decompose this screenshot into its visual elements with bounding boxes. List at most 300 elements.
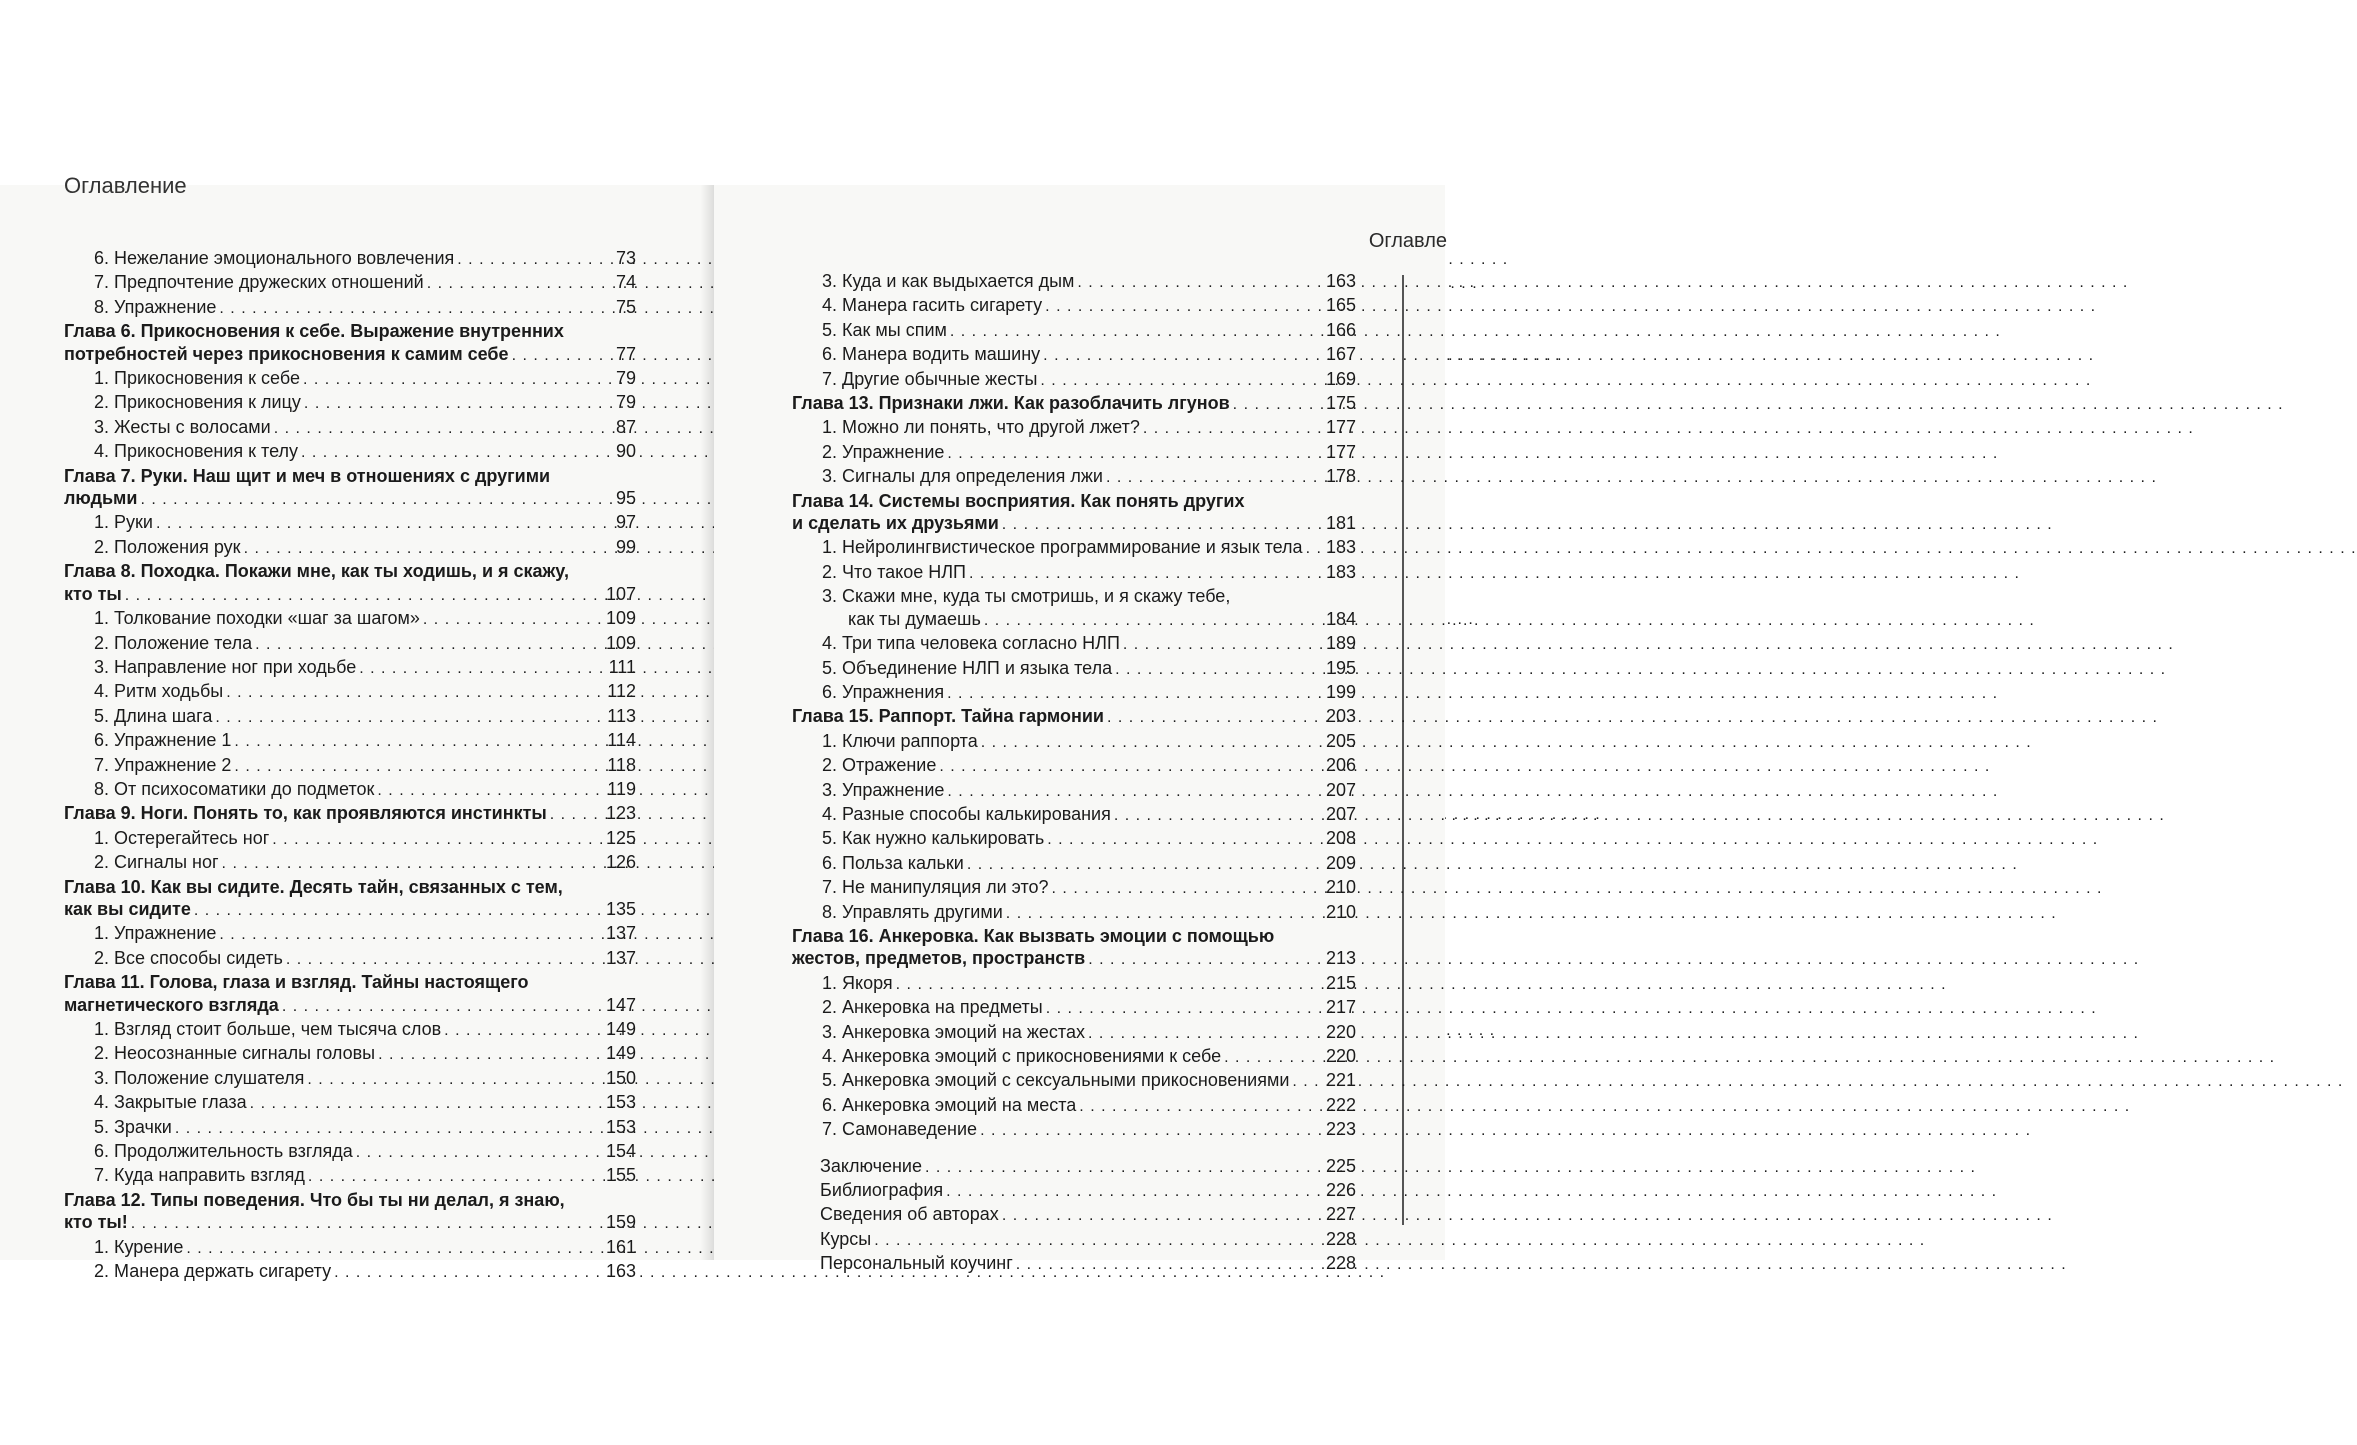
page-number: 205 [1325, 730, 1356, 751]
toc-item[interactable] [792, 1228, 1356, 1252]
page-number: 159 [605, 1212, 636, 1233]
page-number: 178 [1325, 466, 1356, 487]
page-number: 95 [615, 488, 636, 509]
chapter-title: Глава 6. Прикосновения к себе. Выражение внутренних [64, 321, 564, 342]
chapter-title: Глава 7. Руки. Наш щит и меч в отношениях с другими [64, 465, 551, 486]
dot-leader [359, 656, 603, 680]
toc-item-title: 1. Ключи раппорта [822, 730, 978, 751]
toc-item[interactable] [792, 368, 1356, 392]
page-number: 119 [607, 778, 636, 799]
page-number: 137 [605, 947, 636, 968]
page-number: 123 [605, 803, 636, 824]
toc-item-title: Персональный коучинг [820, 1253, 1013, 1274]
page-number: 155 [605, 1165, 636, 1186]
toc-item[interactable] [792, 779, 1356, 803]
page-number: 135 [605, 898, 636, 919]
page-number: 177 [1325, 417, 1356, 438]
toc-item-title: 6. Польза кальки [822, 852, 964, 873]
page-number: 113 [607, 705, 636, 726]
dot-leader [1047, 827, 1323, 851]
toc-item-title: 1. Курение [94, 1236, 184, 1257]
dot-leader [947, 681, 1323, 705]
dot-leader [874, 1228, 1323, 1252]
page-number: 77 [615, 343, 636, 364]
toc-item-title: 4. Ритм ходьбы [94, 681, 224, 702]
dot-leader [377, 778, 603, 802]
page-number: 222 [1325, 1094, 1356, 1115]
page-number: 220 [1325, 1046, 1356, 1066]
chapter-title: Глава 13. Признаки лжи. Как разоблачить лгунов [792, 393, 1230, 414]
toc-item[interactable] [64, 247, 636, 271]
toc-chapter[interactable] [64, 1189, 636, 1236]
toc-item[interactable] [792, 1118, 1356, 1142]
toc-chapter[interactable] [792, 392, 1356, 416]
toc-item[interactable] [64, 1260, 636, 1284]
chapter-title: людьми [64, 488, 138, 509]
toc-item[interactable] [792, 1252, 1356, 1276]
dot-leader [1114, 803, 1323, 827]
page-number: 183 [1325, 561, 1356, 582]
toc-item-title: 2. Все способы сидеть [94, 947, 283, 968]
toc-item-title: 1. Якоря [822, 972, 893, 993]
page-number: 75 [615, 296, 636, 317]
dot-leader [1079, 1094, 1323, 1118]
page-number: 125 [605, 827, 636, 848]
toc-item[interactable] [64, 656, 636, 680]
toc-item[interactable] [792, 1203, 1356, 1227]
toc-item[interactable] [792, 319, 1356, 343]
dot-leader [427, 271, 603, 295]
toc-item[interactable] [792, 972, 1356, 996]
toc-item-title: 6. Продолжительность взгляда [94, 1141, 353, 1162]
dot-leader [303, 367, 603, 391]
toc-item-title: 6. Упражнения [822, 681, 945, 702]
page-number: 169 [1325, 368, 1356, 389]
toc-item[interactable] [64, 1236, 636, 1260]
toc-chapter[interactable] [792, 925, 1356, 972]
page-number: 150 [605, 1067, 636, 1088]
toc-chapter[interactable] [64, 560, 636, 607]
dot-leader [222, 851, 603, 875]
dot-leader [244, 536, 603, 560]
book-spread [0, 173, 1447, 1282]
toc-item-title: 8. От психосоматики до подметок [94, 778, 375, 799]
page-number: 153 [605, 1116, 636, 1137]
toc-item-title: Сведения об авторах [820, 1204, 999, 1225]
dot-leader [946, 1179, 1323, 1203]
toc-chapter[interactable] [64, 465, 636, 512]
toc-item[interactable] [792, 561, 1356, 585]
toc-item[interactable] [64, 367, 636, 391]
dot-leader [1006, 901, 1323, 925]
toc-item-title: 4. Разные способы калькирования [822, 803, 1111, 824]
chapter-title: Глава 10. Как вы сидите. Десять тайн, связанных с тем, [64, 876, 563, 897]
toc-item[interactable] [792, 536, 1356, 560]
page-number: 154 [605, 1141, 636, 1162]
page-number: 208 [1325, 828, 1356, 849]
right-toc [792, 270, 1356, 1277]
dot-leader [226, 680, 603, 704]
chapter-title: Глава 16. Анкеровка. Как вызвать эмоции с помощью [792, 925, 1275, 946]
page-number: 163 [605, 1261, 636, 1282]
page-number: 137 [605, 923, 636, 944]
toc-item[interactable] [64, 754, 636, 778]
toc-item[interactable] [792, 1021, 1356, 1045]
toc-item-title: Заключение [820, 1155, 922, 1176]
dot-leader [1077, 270, 1323, 294]
dot-leader [1233, 392, 1323, 416]
toc-item[interactable] [64, 391, 636, 415]
toc-item-title: 6. Анкеровка эмоций на места [822, 1094, 1077, 1115]
toc-item-title: 2. Что такое НЛП [822, 561, 966, 582]
page-number: 79 [615, 368, 636, 389]
page-number: 183 [1325, 537, 1356, 558]
page-number: 74 [615, 272, 636, 293]
toc-item[interactable] [64, 1116, 636, 1140]
page-number: 166 [1325, 319, 1356, 340]
toc-item[interactable] [792, 343, 1356, 367]
toc-item[interactable] [792, 730, 1356, 754]
page-number: 79 [615, 392, 636, 413]
toc-item-title: 1. Прикосновения к себе [94, 368, 300, 389]
page-number: 163 [1325, 271, 1356, 291]
page-number: 112 [607, 681, 636, 702]
toc-item[interactable] [792, 901, 1356, 925]
toc-item[interactable] [64, 296, 636, 320]
toc-item-title: Библиография [820, 1180, 944, 1201]
chapter-title: Глава 9. Ноги. Понять то, как проявляются инстинкты [64, 803, 547, 824]
toc-item-title: 3. Направление ног при ходьбе [94, 656, 357, 677]
chapter-title: кто ты! [64, 1212, 128, 1233]
toc-item[interactable] [64, 440, 636, 464]
dot-leader [1292, 1069, 1323, 1093]
toc-item[interactable] [64, 632, 636, 656]
toc-chapter[interactable] [64, 876, 636, 923]
toc-chapter[interactable] [64, 971, 636, 1018]
toc-item[interactable] [64, 827, 636, 851]
dot-leader [219, 296, 603, 320]
dot-leader [334, 1260, 603, 1284]
page-number: 209 [1325, 852, 1356, 873]
toc-item[interactable] [64, 1042, 636, 1066]
toc-item-title: как ты думаешь [848, 608, 981, 629]
page-number: 90 [615, 441, 636, 462]
toc-chapter[interactable] [64, 320, 636, 367]
chapter-title: Глава 11. Голова, глаза и взгляд. Тайны настоящего [64, 972, 529, 993]
dot-leader [215, 705, 603, 729]
page-number: 99 [615, 536, 636, 557]
page-number: 167 [1325, 344, 1356, 365]
toc-item[interactable] [792, 1179, 1356, 1203]
dot-leader [378, 1042, 603, 1066]
page-number: 207 [1325, 803, 1356, 824]
toc-item[interactable] [64, 947, 636, 971]
dot-leader [356, 1140, 603, 1164]
page-number: 225 [1325, 1155, 1356, 1176]
toc-item[interactable] [64, 705, 636, 729]
dot-leader [444, 1018, 603, 1042]
dot-leader [981, 730, 1323, 754]
dot-leader [1002, 512, 1323, 536]
toc-item-title: 3. Положение слушателя [94, 1067, 305, 1088]
dot-leader [1002, 1203, 1323, 1227]
page-number: 73 [615, 248, 636, 268]
page-number: 206 [1325, 755, 1356, 776]
dot-leader [175, 1116, 603, 1140]
toc-item-title: 7. Упражнение 2 [94, 754, 232, 775]
dot-leader [131, 1211, 603, 1235]
toc-item-title: 2. Неосознанные сигналы головы [94, 1043, 376, 1064]
dot-leader [255, 632, 603, 656]
page-number: 220 [1325, 1021, 1356, 1042]
toc-item[interactable] [792, 657, 1356, 681]
dot-leader [925, 1155, 1323, 1179]
toc-item[interactable] [64, 922, 636, 946]
toc-item-title: 5. Зрачки [94, 1116, 172, 1137]
dot-leader [1016, 1252, 1323, 1276]
dot-leader [274, 416, 603, 440]
toc-item-title: 3. Скажи мне, куда ты смотришь, и я скажу тебе, [822, 586, 1231, 607]
toc-item[interactable] [64, 851, 636, 875]
page-number: 210 [1325, 901, 1356, 922]
dot-leader [272, 827, 603, 851]
dot-leader [194, 898, 603, 922]
page-number: 184 [1325, 608, 1356, 629]
dot-leader [1040, 368, 1323, 392]
dot-leader [967, 852, 1323, 876]
page-number: 87 [615, 416, 636, 437]
toc-spacer [792, 1143, 1356, 1155]
toc-item-title: 4. Прикосновения к телу [94, 441, 299, 462]
page-number: 97 [615, 512, 636, 533]
toc-item[interactable] [792, 1069, 1356, 1093]
page-number: 153 [605, 1092, 636, 1113]
page-number: 181 [1325, 513, 1356, 534]
dot-leader [1088, 1021, 1323, 1045]
page-number: 147 [605, 994, 636, 1015]
chapter-title: потребностей через прикосновения к самим себе [64, 343, 509, 364]
toc-item[interactable] [792, 803, 1356, 827]
toc-item-title: 1. Нейролингвистическое программирование и язык тела [822, 537, 1303, 558]
page-number: 189 [1325, 633, 1356, 654]
toc-item-title: 1. Остерегайтесь ног [94, 827, 270, 848]
toc-item[interactable] [792, 1045, 1356, 1069]
dot-leader [1046, 996, 1323, 1020]
toc-item-title: 2. Сигналы ног [94, 852, 219, 873]
dot-leader [1143, 416, 1323, 440]
page-number: 149 [605, 1019, 636, 1039]
toc-item[interactable] [64, 778, 636, 802]
toc-item-title: 1. Толкование походки «шаг за шагом» [94, 608, 420, 629]
dot-leader [984, 608, 1323, 632]
page-number: 109 [605, 632, 636, 653]
toc-item-title: 1. Взгляд стоит больше, чем тысяча слов [94, 1019, 442, 1039]
page-number: 228 [1325, 1228, 1356, 1249]
chapter-title: Глава 8. Походка. Покажи мне, как ты ходишь, и я скажу, [64, 561, 569, 582]
toc-item[interactable] [64, 536, 636, 560]
page-number: 226 [1325, 1180, 1356, 1201]
toc-item[interactable] [64, 680, 636, 704]
toc-item-title: 8. Упражнение [94, 296, 217, 317]
dot-leader [947, 779, 1323, 803]
dot-leader [950, 319, 1323, 343]
dot-leader [140, 487, 603, 511]
toc-item[interactable] [792, 827, 1356, 851]
toc-item-title: 1. Можно ли понять, что другой лжет? [822, 417, 1140, 438]
toc-item-title: 3. Жесты с волосами [94, 416, 271, 437]
toc-item-title: 3. Сигналы для определения лжи [822, 466, 1103, 487]
dot-leader [1107, 705, 1323, 729]
toc-item-title: 3. Упражнение [822, 779, 945, 800]
toc-chapter[interactable] [792, 705, 1356, 729]
toc-item[interactable] [64, 511, 636, 535]
toc-item-title: 6. Нежелание эмоционального вовлечения [94, 248, 455, 268]
toc-item-title: 2. Прикосновения к лицу [94, 392, 301, 413]
dot-leader [125, 583, 603, 607]
page-number: 165 [1325, 295, 1356, 316]
chapter-title: жестов, предметов, пространств [792, 948, 1086, 969]
toc-item[interactable] [64, 416, 636, 440]
dot-leader [1045, 294, 1323, 318]
dot-leader [969, 561, 1323, 585]
toc-item[interactable] [792, 416, 1356, 440]
toc-item-title: 2. Упражнение [822, 441, 945, 462]
toc-item-title: 7. Не манипуляция ли это? [822, 877, 1049, 898]
page-number: 199 [1325, 681, 1356, 702]
dot-leader [1043, 343, 1323, 367]
dot-leader [550, 802, 603, 826]
page-number: 114 [607, 730, 636, 751]
page-number: 107 [605, 583, 636, 604]
toc-item-title: 3. Анкеровка эмоций на жестах [822, 1021, 1085, 1042]
toc-item[interactable] [792, 852, 1356, 876]
dot-leader [282, 994, 603, 1018]
page-number: 215 [1325, 972, 1356, 993]
toc-item[interactable] [792, 754, 1356, 778]
dot-leader [1224, 1045, 1323, 1069]
toc-item-title: 5. Длина шага [94, 705, 213, 726]
dot-leader [234, 754, 603, 778]
dot-leader [512, 343, 603, 367]
toc-item-title: 8. Управлять другими [822, 901, 1003, 922]
dot-leader [186, 1236, 603, 1260]
toc-item-title: 7. Предпочтение дружеских отношений [94, 272, 424, 293]
dot-leader [1123, 632, 1323, 656]
dot-leader [980, 1118, 1323, 1142]
toc-item-title: 5. Как мы спим [822, 319, 947, 340]
dot-leader [1115, 657, 1323, 681]
page-number: 161 [605, 1236, 636, 1257]
page-number: 228 [1325, 1253, 1356, 1274]
page-number: 195 [1325, 657, 1356, 678]
dot-leader [457, 247, 603, 271]
toc-item[interactable] [64, 1140, 636, 1164]
page-number: 149 [605, 1043, 636, 1064]
toc-item-title: 7. Самонаведение [822, 1119, 978, 1140]
chapter-title: Глава 15. Раппорт. Тайна гармонии [792, 706, 1104, 727]
chapter-title: Глава 14. Системы восприятия. Как понять других [792, 490, 1245, 511]
toc-item-title: 4. Три типа человека согласно НЛП [822, 633, 1120, 654]
dot-leader [1306, 536, 1323, 560]
toc-item[interactable] [64, 729, 636, 753]
toc-item[interactable] [792, 1094, 1356, 1118]
left-page [0, 173, 712, 1282]
toc-item-title: 1. Руки [94, 512, 153, 533]
page-number: 111 [608, 656, 636, 677]
toc-item-title: 7. Другие обычные жесты [822, 368, 1038, 389]
right-running-head: Оглавле [1368, 230, 1447, 252]
dot-leader [301, 440, 603, 464]
dot-leader [947, 441, 1323, 465]
left-toc [64, 247, 636, 1284]
toc-item-title: 2. Положения рук [94, 536, 241, 557]
dot-leader [308, 1164, 603, 1188]
dot-leader [307, 1067, 603, 1091]
dot-leader [219, 922, 603, 946]
toc-item[interactable] [64, 1018, 636, 1042]
toc-item-title: 5. Объединение НЛП и языка тела [822, 657, 1113, 678]
toc-item-title: 1. Упражнение [94, 923, 217, 944]
toc-item-title: 6. Манера водить машину [822, 344, 1041, 365]
toc-item-title: 4. Анкеровка эмоций с прикосновениями к себе [822, 1046, 1222, 1066]
toc-item[interactable] [792, 294, 1356, 318]
toc-item-title: 4. Манера гасить сигарету [822, 295, 1043, 316]
toc-item[interactable] [64, 271, 636, 295]
dot-leader [234, 729, 603, 753]
toc-item-title: 5. Как нужно калькировать [822, 828, 1045, 849]
page-number: 203 [1325, 706, 1356, 727]
toc-item-title: 2. Анкеровка на предметы [822, 997, 1043, 1018]
toc-item[interactable] [64, 1164, 636, 1188]
toc-item[interactable] [792, 270, 1356, 294]
page-number: 223 [1325, 1119, 1356, 1140]
toc-item[interactable] [792, 1155, 1356, 1179]
left-running-head: Оглавление [64, 173, 187, 198]
toc-item[interactable] [792, 876, 1356, 900]
page-number: 227 [1325, 1204, 1356, 1225]
toc-item[interactable] [792, 441, 1356, 465]
toc-item[interactable] [64, 1067, 636, 1091]
toc-item[interactable] [792, 996, 1356, 1020]
page-number: 207 [1325, 779, 1356, 800]
dot-leader [1106, 465, 1323, 489]
toc-item[interactable] [64, 1091, 636, 1115]
toc-item[interactable] [792, 632, 1356, 656]
chapter-title: Глава 12. Типы поведения. Что бы ты ни делал, я знаю, [64, 1189, 565, 1210]
toc-item-title: 2. Манера держать сигарету [94, 1261, 332, 1282]
dot-leader [939, 754, 1323, 778]
toc-item-title: 6. Упражнение 1 [94, 730, 232, 751]
toc-item-title: Курсы [820, 1228, 872, 1249]
page-number: 118 [607, 754, 636, 775]
dot-leader [286, 947, 603, 971]
toc-item-title: 7. Куда направить взгляд [94, 1165, 305, 1186]
page-number: 221 [1325, 1070, 1356, 1091]
toc-item[interactable] [792, 585, 1356, 632]
page-number: 109 [605, 608, 636, 629]
toc-item[interactable] [792, 681, 1356, 705]
toc-item[interactable] [792, 465, 1356, 489]
chapter-title: кто ты [64, 583, 122, 604]
page-number: 210 [1325, 877, 1356, 898]
toc-item[interactable] [64, 607, 636, 631]
toc-chapter[interactable] [64, 802, 636, 826]
page-number: 213 [1325, 948, 1356, 969]
page-number: 217 [1325, 997, 1356, 1018]
toc-chapter[interactable] [792, 490, 1356, 537]
toc-item-title: 4. Закрытые глаза [94, 1092, 247, 1113]
toc-item-title: 2. Положение тела [94, 632, 253, 653]
